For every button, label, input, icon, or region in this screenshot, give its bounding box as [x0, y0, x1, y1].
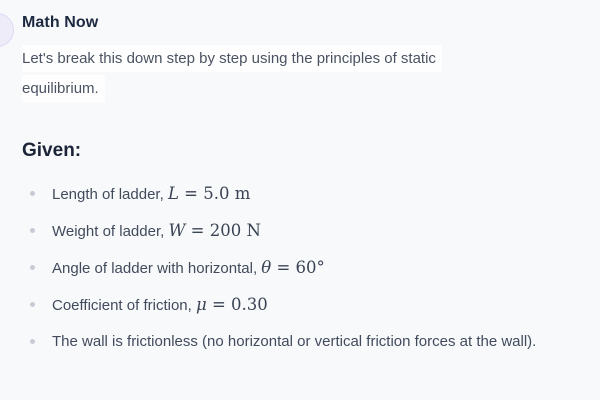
- given-heading: Given:: [22, 140, 82, 161]
- bullet-dot-icon: [30, 191, 35, 196]
- given-item-text: Coefficient of friction,: [52, 297, 196, 314]
- assistant-avatar: [0, 13, 14, 47]
- math-expression: W = 200 N: [168, 221, 261, 240]
- sender-name: Math Now: [22, 14, 99, 31]
- given-item-text: Angle of ladder with horizontal,: [52, 260, 262, 277]
- given-list-item: [22, 179, 562, 209]
- bullet-dot-icon: [30, 302, 35, 307]
- bullet-dot-icon: [30, 265, 35, 270]
- given-item-text: The wall is frictionless (no horizontal or vertical friction forces at the wall).: [52, 333, 537, 350]
- bullet-dot-icon: [30, 339, 35, 344]
- given-list-item: [22, 253, 562, 283]
- bullet-dot-icon: [30, 228, 35, 233]
- given-list-item: [22, 216, 562, 246]
- given-list-item: [22, 327, 562, 356]
- given-item-text: Length of ladder,: [52, 186, 168, 203]
- given-list: [22, 179, 568, 356]
- math-expression: μ = 0.30: [195, 295, 268, 314]
- given-list-item: [22, 290, 562, 320]
- chat-message: [22, 14, 568, 363]
- math-expression: L = 5.0 m: [167, 184, 251, 203]
- intro-text: Let's break this down step by step using the principles of static equilibrium.: [22, 45, 442, 102]
- intro-paragraph: [22, 44, 514, 104]
- given-item-text: Weight of ladder,: [52, 223, 169, 240]
- math-expression: θ = 60°: [261, 258, 325, 277]
